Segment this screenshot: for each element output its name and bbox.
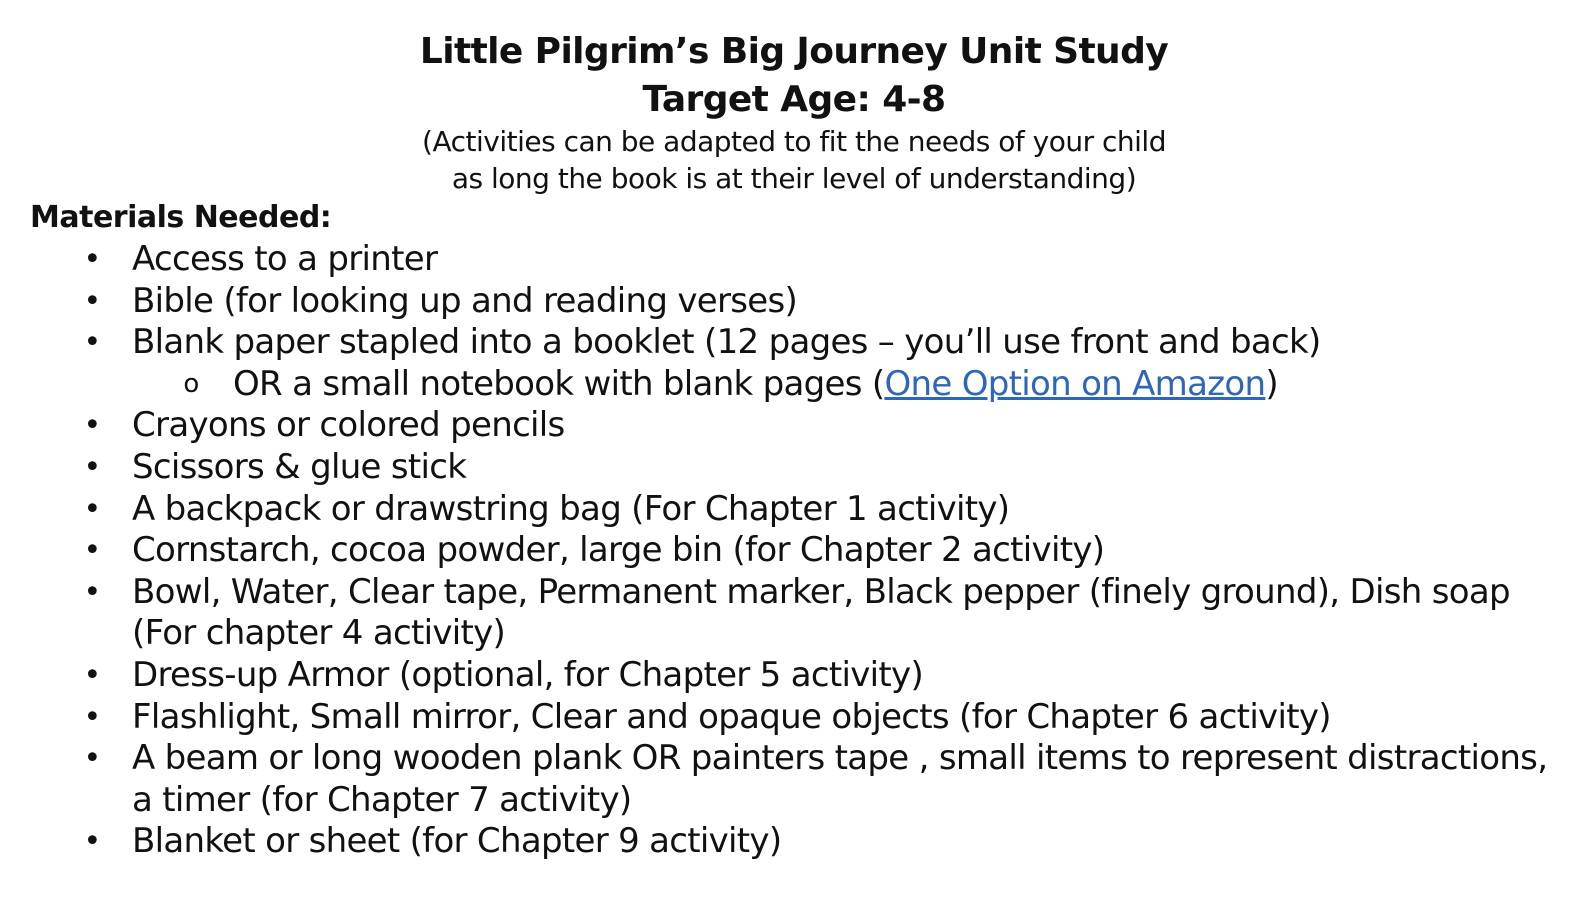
list-item-text: Blank paper stapled into a booklet (12 pages – you’ll use front and back) — [132, 322, 1321, 363]
list-item-text: Scissors & glue stick — [132, 446, 467, 487]
list-item — [0, 697, 1588, 739]
bullet-icon: • — [83, 741, 101, 777]
list-item — [0, 447, 1588, 489]
list-item-text: Crayons or colored pencils — [132, 405, 565, 446]
bullet-icon: • — [83, 491, 101, 527]
list-item-text: A backpack or drawstring bag (For Chapter 1 activity) — [132, 488, 1010, 529]
list-item — [0, 530, 1588, 572]
sub-list-item-text — [233, 364, 1553, 406]
list-item-text: Cornstarch, cocoa powder, large bin (for Chapter 2 activity) — [132, 530, 1105, 571]
list-item — [0, 489, 1588, 531]
bullet-icon: • — [83, 657, 101, 693]
list-item-text: Access to a printer — [132, 239, 438, 279]
materials-list — [0, 239, 1588, 863]
amazon-option-link[interactable]: One Option on Amazon — [884, 363, 1266, 404]
bullet-icon: • — [83, 408, 101, 444]
list-item — [0, 738, 1588, 821]
bullet-icon: • — [83, 449, 101, 485]
list-item-text: Dress-up Armor (optional, for Chapter 5 activity) — [132, 654, 924, 695]
list-item-text: Bible (for looking up and reading verses) — [132, 280, 798, 321]
sub-list-item — [0, 364, 1588, 406]
list-item-text: Blanket or sheet (for Chapter 9 activity) — [132, 821, 782, 862]
list-item — [0, 322, 1588, 364]
list-item-text: Bowl, Water, Clear tape, Permanent marker, Black pepper (finely ground), Dish soap (For chapter 4 activity) — [132, 571, 1510, 654]
bullet-icon: • — [83, 533, 101, 569]
bullet-icon: • — [83, 325, 101, 361]
list-item-text: A beam or long wooden plank OR painters tape , small items to represent distractions, a timer (for Chapter 7 activity) — [132, 738, 1548, 820]
bullet-icon: • — [83, 574, 101, 610]
bullet-icon: • — [83, 242, 101, 277]
adaptation-note-line-1: (Activities can be adapted to fit the needs of your child — [422, 125, 1166, 158]
adaptation-note-line-2: as long the book is at their level of understanding) — [451, 162, 1137, 195]
sub-item-text-before: OR a small notebook with blank pages ( — [233, 363, 885, 404]
list-item — [0, 572, 1588, 655]
sub-bullet-icon: o — [183, 368, 199, 399]
document-title: Little Pilgrim’s Big Journey Unit Study — [419, 31, 1169, 72]
list-item — [0, 821, 1588, 863]
list-item-text: Flashlight, Small mirror, Clear and opaque objects (for Chapter 6 activity) — [132, 696, 1331, 737]
materials-heading: Materials Needed: — [30, 200, 332, 235]
list-item — [0, 405, 1588, 447]
list-item — [0, 281, 1588, 323]
bullet-icon: • — [83, 283, 101, 319]
list-item — [0, 239, 1588, 281]
bullet-icon: • — [83, 699, 101, 735]
list-item — [0, 655, 1588, 697]
bullet-icon: • — [83, 824, 101, 860]
sub-item-text-after: ) — [1265, 363, 1278, 404]
target-age: Target Age: 4-8 — [642, 79, 946, 120]
